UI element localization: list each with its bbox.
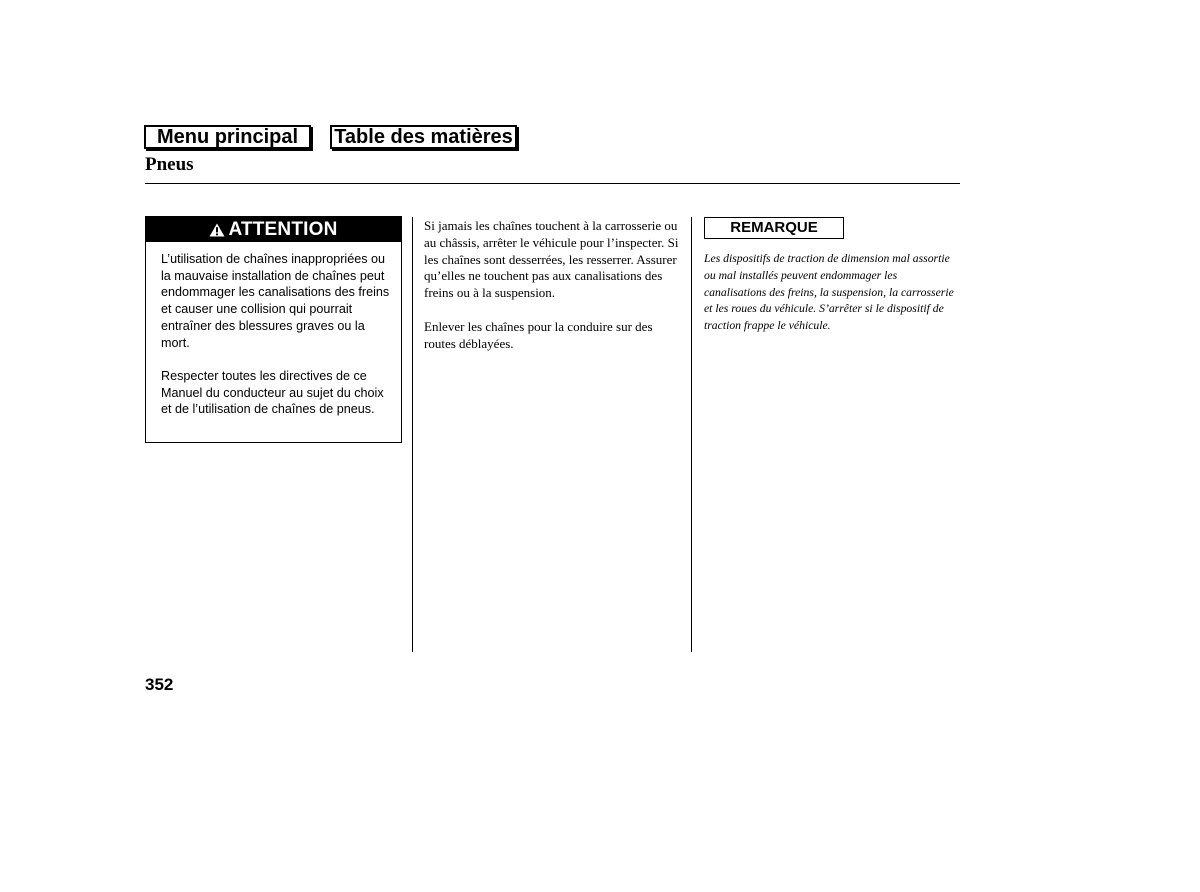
body-paragraph: Enlever les chaînes pour la conduire sur des routes déblayées.	[424, 318, 653, 351]
warning-box	[145, 216, 402, 443]
warning-paragraph: Respecter toutes les directives de ce Manuel du conducteur au sujet du choix et de l’utilisation de chaînes de pneus.	[161, 368, 384, 417]
main-menu-button[interactable]: Menu principal	[144, 125, 311, 149]
column-divider	[691, 217, 692, 652]
warning-header-label: ATTENTION	[228, 218, 338, 240]
page-number: 352	[145, 675, 174, 694]
warning-triangle-icon	[209, 223, 225, 237]
warning-paragraph: L’utilisation de chaînes inappropriées ou la mauvaise installation de chaînes peut endommager les canalisations des freins et causer une collision qui pourrait entraîner des blessures graves ou la mort.	[161, 252, 390, 350]
note-badge: REMARQUE	[704, 217, 844, 239]
column-divider	[412, 217, 413, 652]
table-of-contents-button[interactable]: Table des matières	[330, 125, 517, 149]
body-column	[424, 218, 686, 369]
note-text: Les dispositifs de traction de dimension mal assortie ou mal installés peuvent endommager les canalisations des freins, la suspension, la carrosserie et les roues du véhicule. S’arrêter si le dispositif de traction frappe le véhicule.	[704, 252, 954, 333]
warning-body	[146, 242, 401, 418]
header-divider	[145, 183, 960, 184]
body-paragraph: Si jamais les chaînes touchent à la carrosserie ou au châssis, arrêter le véhicule pour l’inspecter. Si les chaînes sont desserrées, les resserrer. Assurer qu’elles ne touchent pas aux canalisations des freins ou à la suspension.	[424, 218, 679, 301]
warning-header	[146, 217, 401, 242]
section-title: Pneus	[145, 154, 194, 175]
